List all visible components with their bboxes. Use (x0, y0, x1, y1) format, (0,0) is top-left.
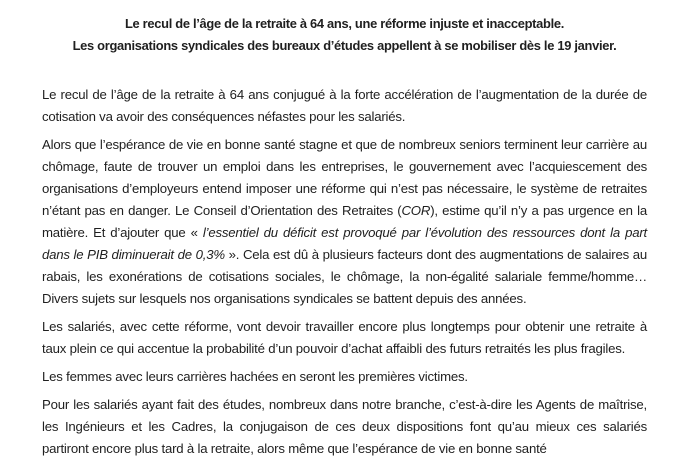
italic-text-run: l’essentiel du déficit est provoqué par l’évolution des ressources dont la part dans le PIB diminuerait de 0,3% (42, 225, 647, 262)
italic-text-run: COR (401, 203, 431, 218)
body-paragraph (42, 84, 647, 128)
body-paragraph (42, 134, 647, 310)
body-paragraph (42, 366, 647, 388)
text-run: Pour les salariés ayant fait des études, nombreux dans notre branche, c’est-à-dire les Agents de maîtrise, les Ingénieurs et les Cadres, la conjugaison de ces deux dispositions font qu’au mieux ces salariés partiront encore plus tard à la retraite, alors même que l’espérance de vie en bonne santé (42, 397, 647, 456)
text-run: ». Cela est dû à plusieurs facteurs dont des augmentations de salaires au rabais, les exonérations de cotisations sociales, le chômage, la non-égalité salariale femme/homme… Divers sujets sur lesquels nos organisations syndicales se battent depuis des années. (42, 247, 647, 306)
text-run: Alors que l’espérance de vie en bonne santé stagne et que de nombreux seniors terminent leur carrière au chômage, faute de trouver un emploi dans les entreprises, le gouvernement avec l’acquiescement des organisations d’employeurs entend imposer une réforme qui n’est pas nécessaire, le système de retraites n’étant pas en danger. Le Conseil d’Orientation des Retraites ( (42, 137, 647, 218)
title-line-1: Le recul de l’âge de la retraite à 64 ans, une réforme injuste et inacceptable. (124, 16, 565, 31)
text-run: Les salariés, avec cette réforme, vont devoir travailler encore plus longtemps pour obtenir une retraite à taux plein ce qui accentue la probabilité d’un pouvoir d’achat affaibli des futurs retraités les plus fragiles. (42, 319, 647, 356)
body-paragraph (42, 316, 647, 360)
title-line-2: Les organisations syndicales des bureaux d’études appellent à se mobiliser dès le 19 janvier. (72, 38, 617, 53)
text-run: Le recul de l’âge de la retraite à 64 ans conjugué à la forte accélération de l’augmentation de la durée de cotisation va avoir des conséquences néfastes pour les salariés. (42, 87, 647, 124)
body-paragraph (42, 394, 647, 460)
document-body (42, 84, 647, 460)
document-title (42, 13, 647, 57)
text-run: ), estime qu’il n’y a pas urgence en la matière. Et d’ajouter que « (42, 203, 647, 240)
text-run: Les femmes avec leurs carrières hachées en seront les premières victimes. (42, 369, 468, 384)
